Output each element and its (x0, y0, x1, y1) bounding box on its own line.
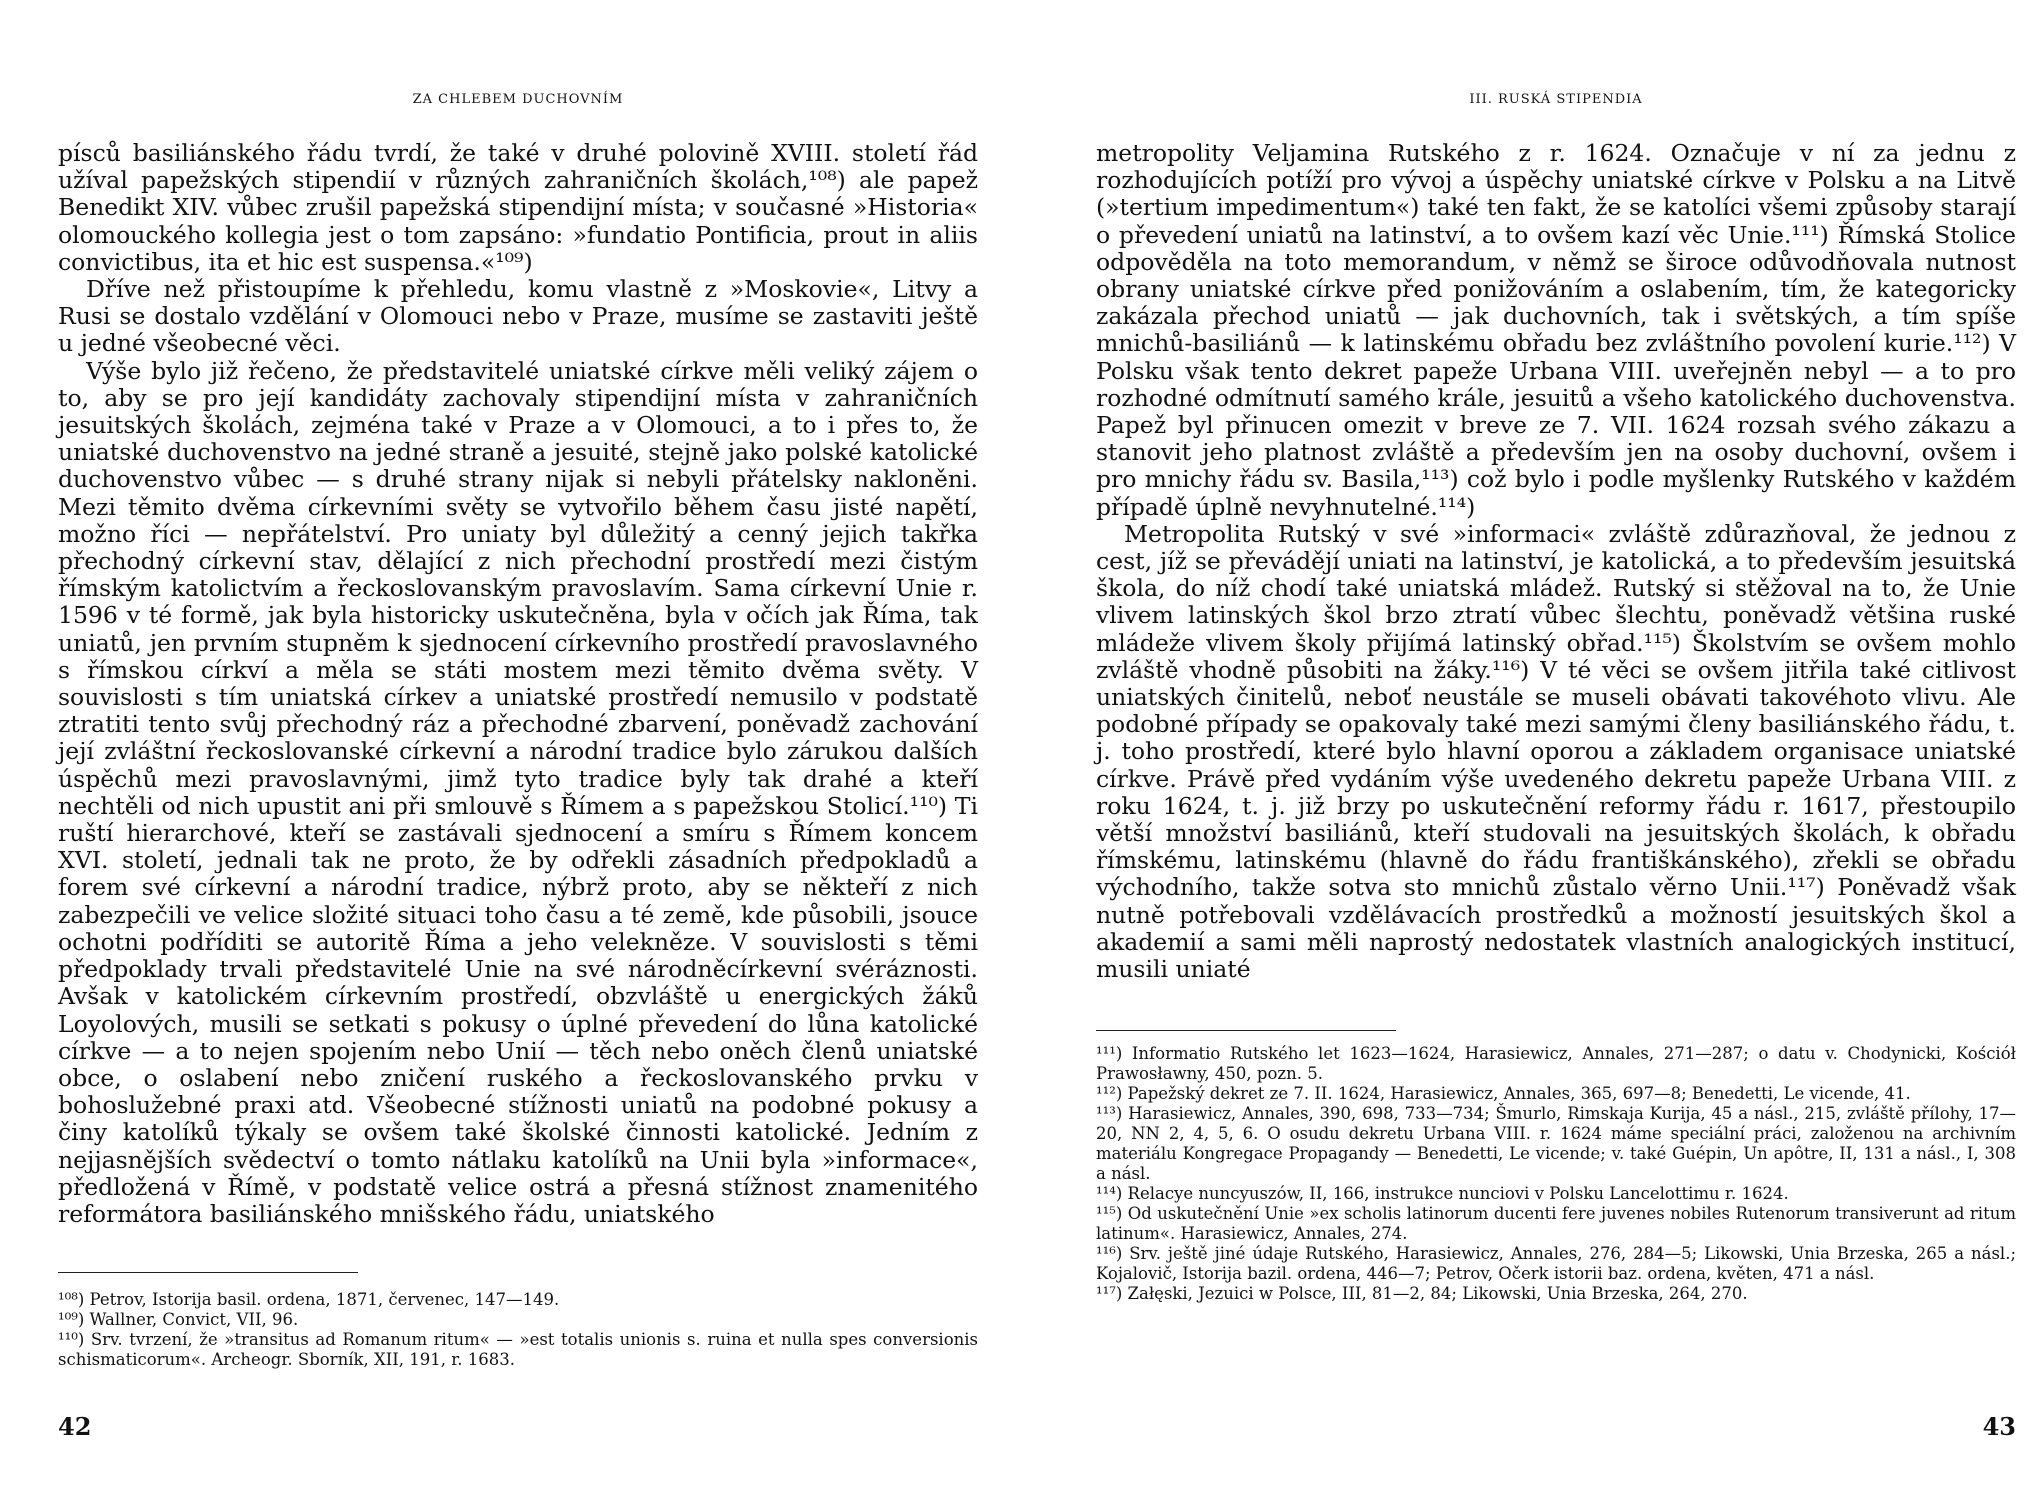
footnote-115: ¹¹⁵) Od uskutečnění Unie »ex scholis latinorum ducenti fere juvenes nobiles Rutenorum transiverunt ad ritum latinum«. Harasiewicz, Annales, 274. (1096, 1204, 2016, 1243)
left-paragraph-1: písců basiliánského řádu tvrdí, že také v druhé polovině XVIII. století řád užíval papežských stipendií v různých zahraničních školách,¹⁰⁸) ale papež Benedikt XIV. vůbec zrušil papežská stipendijní místa; v současné »Historia« olomouckého kollegia jest o tom zapsáno: »fundatio Pontificia, prout in aliis convictibus, ita et hic est suspensa.«¹⁰⁹) (58, 139, 978, 276)
right-page (1096, 0, 2016, 1500)
right-paragraph-2: Metropolita Rutský v své »informaci« zvláště zdůrazňoval, že jednou z cest, jíž se převádějí uniati na latinství, je katolická, a to především jesuitská škola, do níž chodí také uniatská mládež. Rutský si stěžoval na to, že Unie vlivem latinských škol brzo ztratí vůbec šlechtu, poněvadž většina ruské mládeže vlivem školy přijímá latinský obřad.¹¹⁵) Školstvím se ovšem mohlo zvláště vhodně působiti na žáky.¹¹⁶) V té věci se ovšem jitřila také citlivost uniatských činitelů, neboť neustále se museli obávati takovéhoto vlivu. Ale podobné případy se opakovaly také mezi samými členy basiliánského řádu, t. j. toho prostředí, které bylo hlavní oporou a základem organisace uniatské církve. Právě před vydáním výše uvedeného dekretu papeže Urbana VIII. z roku 1624, t. j. již brzy po uskutečnění reformy řádu r. 1617, přestoupilo větší množství basiliánů, kteří studovali na jesuitských školách, k obřadu římskému, latinskému (hlavně do řádu františkánského), zřekli se obřadu východního, takže sotva sto mnichů zůstalo věrno Unii.¹¹⁷) Poněvadž však nutně potřebovali vzdělávacích prostředků a možností jesuitských škol a akademií a sami měli naprostý nedostatek vlastních analogických institucí, musili uniaté (1096, 519, 2016, 984)
left-page (58, 0, 978, 1500)
right-paragraph-1: metropolity Veljamina Rutského z r. 1624. Označuje v ní za jednu z rozhodujících potíží pro vývoj a úspěchy uniatské církve v Polsku a na Litvě (»tertium impedimentum«) také ten fakt, že se katolíci všemi způsoby starají o převedení uniatů na latinství, a to ovšem kazí věc Unie.¹¹¹) Římská Stolice odpověděla na toto memorandum, v němž se široce odůvodňovala nutnost obrany uniatské církve před ponižováním a oslabením, tím, že kategoricky zakázala přechod uniatů — jak duchovních, tak i světských, a tím spíše mnichů-basiliánů — k latinskému obřadu bez zvláštního povolení kurie.¹¹²) V Polsku však tento dekret papeže Urbana VIII. uveřejněn nebyl — a to pro rozhodné odmítnutí samého krále, jesuitů a všeho katolického duchovenstva. Papež byl přinucen omezit v breve ze 7. VII. 1624 rozsah svého zákazu a stanovit jeho platnost zvláště a především jen na osoby duchovní, ovšem i pro mnichy řádu sv. Basila,¹¹³) což bylo i podle myšlenky Rutského v každém případě úplně nevyhnutelné.¹¹⁴) (1096, 139, 2016, 521)
right-running-head: III. RUSKÁ STIPENDIA (1469, 92, 1643, 107)
footnote-111: ¹¹¹) Informatio Rutského let 1623—1624, Harasiewicz, Annales, 271—287; o datu v. Chodynicki, Kościół Prawosławny, 450, pozn. 5. (1096, 1044, 2016, 1083)
footnote-109: ¹⁰⁹) Wallner, Convict, VII, 96. (58, 1310, 299, 1329)
left-paragraph-3: Výše bylo již řečeno, že představitelé uniatské církve měli veliký zájem o to, aby se pro její kandidáty zachovaly stipendijní místa v zahraničních jesuitských školách, zejména také v Praze a v Olomouci, a to i přes to, že uniatské duchovenstvo na jedné straně a jesuité, stejně jako polské katolické duchovenstvo vůbec — s druhé strany nijak si nebyli přátelsky nakloněni. Mezi těmito dvěma církevními světy se vytvořilo během času jisté napětí, možno říci — nepřátelství. Pro uniaty byl důležitý a cenný jejich takřka přechodný církevní stav, dělající z nich přechodní prostředí mezi čistým římským katolictvím a řeckoslovanským pravoslavím. Sama církevní Unie r. 1596 v té formě, jak byla historicky uskutečněna, byla v očích jak Říma, tak uniatů, jen prvním stupněm k sjednocení církevního prostředí pravoslavného s římskou církví a měla se státi mostem mezi těmito dvěma světy. V souvislosti s tím uniatská církev a uniatské prostředí nemusilo v podstatě ztratiti tento svůj přechodný ráz a přechodné zbarvení, poněvadž zachování její zvláštní řeckoslovanské církevní a národní tradice bylo zárukou dalších úspěchů mezi pravoslavnými, jimž tyto tradice byly tak drahé a kteří nechtěli od nich upustit ani při smlouvě s Římem a s papežskou Stolicí.¹¹⁰) Ti ruští hierarchové, kteří se zastávali sjednocení a smíru s Římem koncem XVI. století, jednali tak ne proto, že by odřekli zásadních předpokladů a forem své církevní a národní tradice, nýbrž proto, aby se někteří z nich zabezpečili ve velice složité situaci toho času a té země, kde působili, jsouce ochotni podříditi se autoritě Říma a jeho velekněze. V souvislosti s těmi předpoklady trvali představitelé Unie na své národněcírkevní svéráznosti. Avšak v katolickém církevním prostředí, obzvláště u energických žáků Loyolových, musili se setkati s pokusy o úplné převedení do lůna katolické církve — a to nejen spojením nebo Unií — těch nebo oněch členů uniatské obce, o oslabení nebo zničení ruského a řeckoslovanského prvku v bohoslužebné praxi atd. Všeobecné stížnosti uniatů na podobné pokusy a činy katolíků týkaly se ovšem také školské činnosti katolické. Jedním z nejjasnějších svědectví o tomto nátlaku katolíků na Unii byla »informace«, předložená v Římě, v podstatě velice ostrá a přesná stížnost znamenitého reformátora basiliánského mnišského řádu, uniatského (58, 356, 978, 1228)
left-running-head: ZA CHLEBEM DUCHOVNÍM (412, 92, 624, 107)
left-paragraph-2: Dříve než přistoupíme k přehledu, komu vlastně z »Moskovie«, Litvy a Rusi se dostalo vzdělání v Olomouci nebo v Praze, musíme se zastaviti ještě u jedné všeobecné věci. (58, 275, 978, 358)
footnote-110: ¹¹⁰) Srv. tvrzení, že »transitus ad Romanum ritum« — »est totalis unionis s. ruina et nulla spes conversionis schismaticorum«. Archeogr. Sborník, XII, 191, r. 1683. (58, 1330, 978, 1369)
footnote-108: ¹⁰⁸) Petrov, Istorija basil. ordena, 1871, červenec, 147—149. (58, 1290, 560, 1309)
footnote-117: ¹¹⁷) Załęski, Jezuici w Polsce, III, 81—2, 84; Likowski, Unia Brzeska, 264, 270. (1096, 1284, 1748, 1303)
left-footnote-rule (58, 1272, 358, 1273)
left-body-text (58, 140, 978, 1228)
right-footnote-rule (1096, 1030, 1396, 1031)
footnote-114: ¹¹⁴) Relacye nuncyuszów, II, 166, instrukce nunciovi v Polsku Lancelottimu r. 1624. (1096, 1184, 1789, 1203)
footnote-113: ¹¹³) Harasiewicz, Annales, 390, 698, 733—734; Šmurlo, Rimskaja Kurija, 45 a násl., 215, zvláště přílohy, 17—20, NN 2, 4, 5, 6. O osudu dekretu Urbana VIII. r. 1624 máme speciální práci, založenou na archivním materiálu Kongregace Propagandy — Benedetti, Le vicende; v. také Guépin, Un apôtre, II, 131 a násl., I, 308 a násl. (1096, 1104, 2016, 1183)
left-footnotes (58, 1290, 978, 1370)
left-page-number: 42 (58, 1412, 92, 1441)
right-body-text (1096, 140, 2016, 983)
right-page-number: 43 (1982, 1412, 2016, 1441)
footnote-112: ¹¹²) Papežský dekret ze 7. II. 1624, Harasiewicz, Annales, 365, 697—8; Benedetti, Le vicende, 41. (1096, 1084, 1911, 1103)
footnote-116: ¹¹⁶) Srv. ještě jiné údaje Rutského, Harasiewicz, Annales, 276, 284—5; Likowski, Unia Brzeska, 265 a násl.; Kojalovič, Istorija bazil. ordena, 446—7; Petrov, Očerk istorii baz. ordena, květen, 471 a násl. (1096, 1244, 2016, 1283)
right-footnotes (1096, 1044, 2016, 1304)
